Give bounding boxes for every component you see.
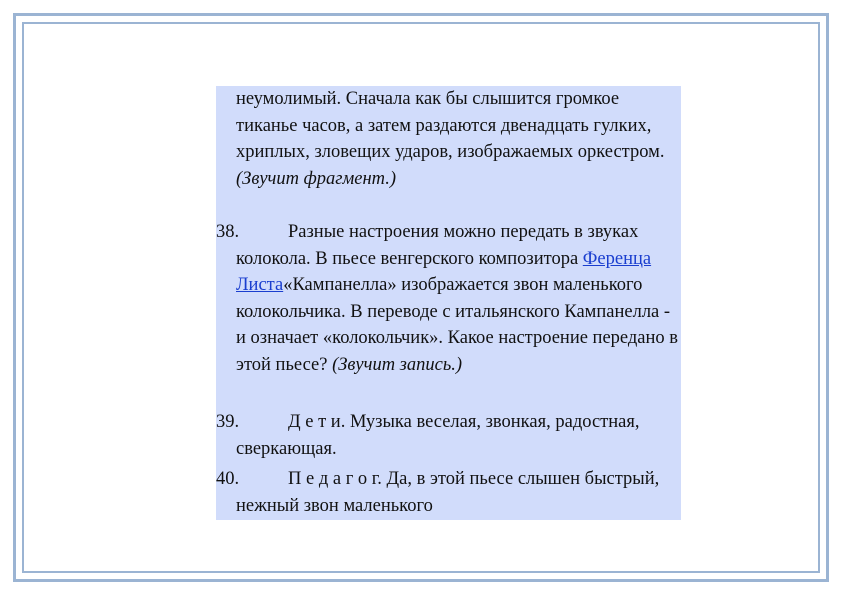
paragraph-39 (216, 409, 679, 462)
paragraph-text: Д е т и. Музыка веселая, звонкая, радостная, сверкающая. (236, 412, 640, 459)
paragraph-text: неумолимый. Сначала как бы слышится громкое тиканье часов, а затем раздаются двенадцать гулких, хриплых, зловещих ударов, изображаемых оркестром. (236, 89, 665, 162)
paragraph-number: 40. (216, 469, 240, 489)
paragraph-40 (216, 466, 679, 519)
paragraph-continued (236, 86, 679, 192)
paragraph-italic-note: (Звучит фрагмент.) (236, 168, 397, 189)
paragraph-italic-note: (Звучит запись.) (332, 354, 463, 375)
paragraph-38 (216, 219, 679, 378)
paragraph-text: П е д а г о г. Да, в этой пьесе слышен быстрый, нежный звон маленького (236, 469, 660, 516)
paragraph-text: Разные настроения можно передать в звуках колокола. В пьесе венгерского композитора (236, 222, 639, 269)
paragraph-number: 38. (216, 222, 240, 242)
paragraph-number: 39. (216, 412, 240, 432)
paragraph-text-continued: «Кампанелла» изображается звон маленького колокольчика. В переводе с итальянского Кампанелла - и означает «колокольчик». Какое настроение передано в этой пьесе? (236, 275, 679, 375)
text-panel (216, 86, 681, 520)
composer-link[interactable]: Ференца Листа (236, 248, 652, 295)
